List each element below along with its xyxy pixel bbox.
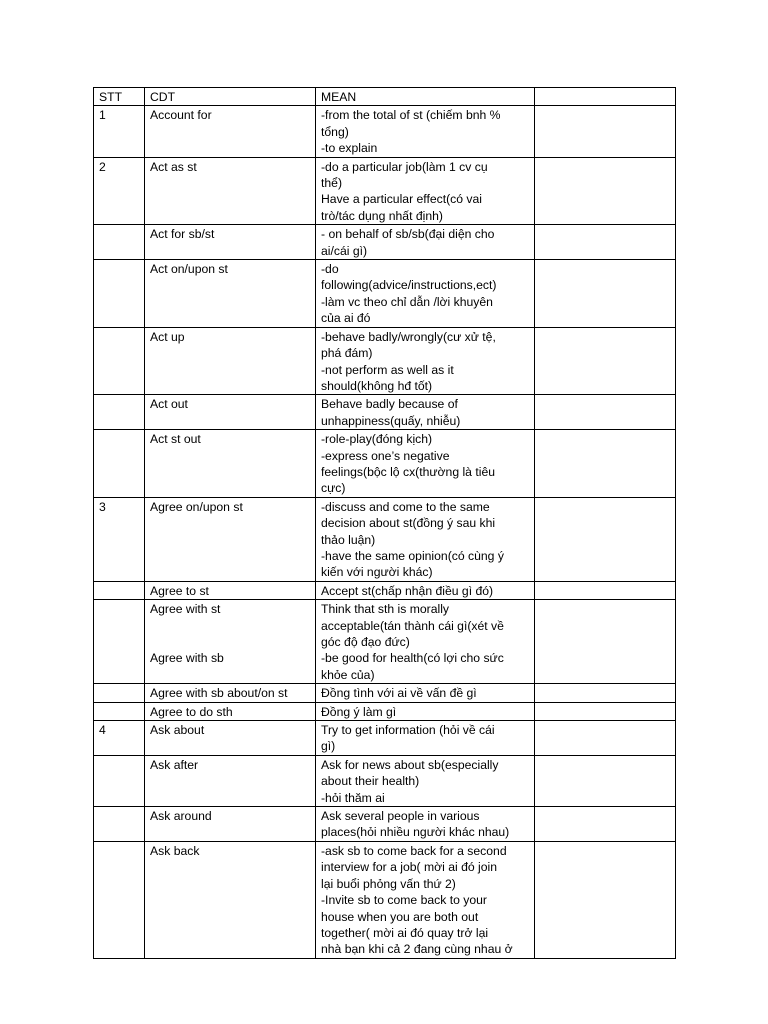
table-row [94,260,676,328]
notes-cell [535,260,676,328]
row-number-cell [94,684,145,702]
meaning-cell: Đồng tình với ai về vấn đề gì [316,684,535,702]
notes-cell [535,395,676,430]
notes-cell [535,702,676,720]
phrasal-verb-cell: Act for sb/st [145,225,316,260]
meaning-cell: -do following(advice/instructions,ect) -làm vc theo chỉ dẫn /lời khuyên của ai đó [316,260,535,328]
notes-cell [535,157,676,225]
notes-cell [535,755,676,806]
notes-cell [535,721,676,756]
meaning-cell: Try to get information (hỏi về cái gì) [316,721,535,756]
row-number-cell: 2 [94,157,145,225]
header-notes [535,88,676,106]
meaning-cell: -do a particular job(làm 1 cv cụ thể) Have a particular effect(có vai trò/tác dụng nhất định) [316,157,535,225]
notes-cell [535,327,676,395]
row-number-cell: 4 [94,721,145,756]
meaning-cell: Behave badly because of unhappiness(quấy, nhiễu) [316,395,535,430]
table-row [94,225,676,260]
phrasal-verb-cell: Act out [145,395,316,430]
table-body [94,88,676,959]
phrasal-verb-cell: Ask around [145,807,316,842]
meaning-cell: -discuss and come to the same decision about st(đồng ý sau khi thảo luận) -have the same opinion(có cùng ý kiến với người khác) [316,497,535,581]
header-cdt: CDT [145,88,316,106]
row-number-cell [94,430,145,498]
notes-cell [535,581,676,599]
phrasal-verb-cell: Agree with sb about/on st [145,684,316,702]
table-row [94,684,676,702]
row-number-cell [94,702,145,720]
notes-cell [535,600,676,684]
phrasal-verb-cell: Ask about [145,721,316,756]
table-row [94,755,676,806]
header-stt: STT [94,88,145,106]
phrasal-verb-cell: Ask after [145,755,316,806]
table-row [94,327,676,395]
notes-cell [535,430,676,498]
table-header-row [94,88,676,106]
notes-cell [535,106,676,157]
table-row [94,497,676,581]
table-row [94,430,676,498]
meaning-cell: Đồng ý làm gì [316,702,535,720]
row-number-cell [94,841,145,958]
meaning-cell: Think that sth is morally acceptable(tán thành cái gì(xét về góc độ đạo đức) -be good for health(có lợi cho sức khỏe của) [316,600,535,684]
phrasal-verb-cell: Act as st [145,157,316,225]
meaning-cell: Accept st(chấp nhận điều gì đó) [316,581,535,599]
row-number-cell [94,327,145,395]
row-number-cell [94,225,145,260]
phrasal-verb-cell: Agree to st [145,581,316,599]
phrasal-verb-cell: Act up [145,327,316,395]
phrasal-verb-cell: Agree to do sth [145,702,316,720]
table-row [94,721,676,756]
notes-cell [535,225,676,260]
table-row [94,157,676,225]
phrasal-verb-table [93,87,676,959]
notes-cell [535,497,676,581]
table-row [94,581,676,599]
table-row [94,841,676,958]
notes-cell [535,684,676,702]
phrasal-verb-cell: Account for [145,106,316,157]
row-number-cell [94,581,145,599]
table-row [94,807,676,842]
notes-cell [535,807,676,842]
phrasal-verb-cell: Agree on/upon st [145,497,316,581]
row-number-cell [94,755,145,806]
phrasal-verb-cell: Act on/upon st [145,260,316,328]
meaning-cell: - on behalf of sb/sb(đại diện cho ai/cái gì) [316,225,535,260]
phrasal-verb-cell: Agree with st Agree with sb [145,600,316,684]
row-number-cell [94,600,145,684]
table-row [94,106,676,157]
phrasal-verb-cell: Act st out [145,430,316,498]
row-number-cell [94,260,145,328]
meaning-cell: -from the total of st (chiếm bnh % tổng) -to explain [316,106,535,157]
meaning-cell: -behave badly/wrongly(cư xử tệ, phá đám) -not perform as well as it should(không hđ tốt) [316,327,535,395]
meaning-cell: -ask sb to come back for a second interview for a job( mời ai đó join lại buổi phỏng vấn thứ 2) -Invite sb to come back to your house when you are both out together( mời ai đó quay trở lại nhà bạn khi cả 2 đang cùng nhau ở [316,841,535,958]
table-row [94,600,676,684]
row-number-cell: 1 [94,106,145,157]
meaning-cell: Ask for news about sb(especially about their health) -hỏi thăm ai [316,755,535,806]
row-number-cell [94,807,145,842]
row-number-cell: 3 [94,497,145,581]
phrasal-verb-cell: Ask back [145,841,316,958]
notes-cell [535,841,676,958]
meaning-cell: Ask several people in various places(hỏi nhiều người khác nhau) [316,807,535,842]
table-row [94,395,676,430]
header-mean: MEAN [316,88,535,106]
row-number-cell [94,395,145,430]
meaning-cell: -role-play(đóng kịch) -express one’s negative feelings(bộc lộ cx(thường là tiêu cực) [316,430,535,498]
table-row [94,702,676,720]
